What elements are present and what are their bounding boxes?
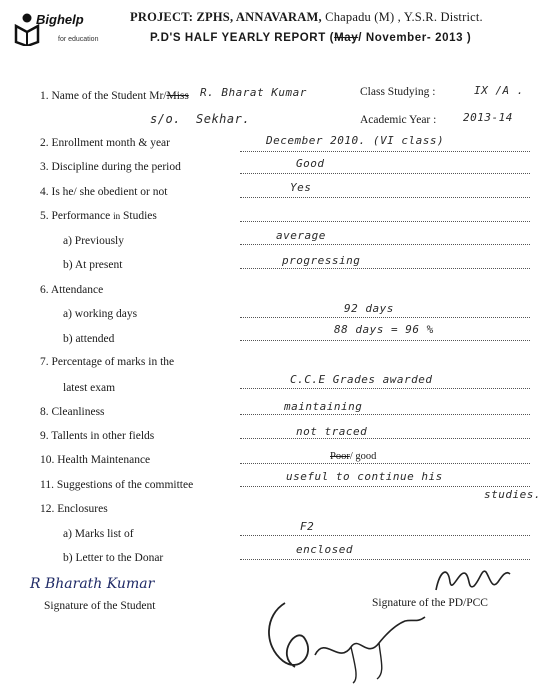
project-line-bold: PROJECT: ZPHS, ANNAVARAM,: [130, 10, 322, 24]
field-5a-label: a) Previously: [63, 235, 125, 247]
dotted-line: [240, 268, 530, 269]
field-7-value: C.C.E Grades awarded: [290, 373, 433, 386]
field-1-struck: Miss: [166, 90, 189, 102]
field-10-value-text: / good: [349, 451, 377, 462]
field-11-value-b: studies.: [484, 488, 541, 501]
dotted-line: [240, 197, 530, 198]
student-handwritten-signature: R Bharath Kumar: [30, 576, 155, 592]
field-10-label: 10. Health Maintenance: [40, 454, 151, 466]
field-3-label: 3. Discipline during the period: [40, 161, 181, 173]
dotted-line: [240, 244, 530, 245]
committee-signature-scribble: [255, 595, 435, 685]
field-5a-value: average: [276, 229, 326, 242]
field-5-label-c: Studies: [123, 210, 157, 222]
field-9-value: not traced: [296, 425, 368, 438]
field-5-label: [40, 210, 157, 222]
field-6b-label: b) attended: [63, 333, 115, 345]
father-name-value: Sekhar.: [196, 112, 251, 126]
field-8-value: maintaining: [284, 400, 363, 413]
field-6b-value: 88 days = 96 %: [334, 323, 434, 336]
field-5-label-a: 5. Performance: [40, 210, 111, 222]
academic-year-value: 2013-14: [463, 111, 513, 124]
dotted-line: [240, 463, 530, 464]
dotted-line: [240, 173, 530, 174]
dotted-line: [240, 414, 530, 415]
field-12-label: 12. Enclosures: [40, 503, 108, 515]
field-2-label: 2. Enrollment month & year: [40, 137, 170, 149]
academic-year-label: Academic Year :: [360, 114, 437, 126]
field-12b-value: enclosed: [296, 543, 353, 556]
field-11-label: 11. Suggestions of the committee: [40, 479, 194, 491]
class-studying-value: IX /A .: [474, 84, 524, 97]
field-5b-label: b) At present: [63, 259, 123, 271]
field-9-label: 9. Tallents in other fields: [40, 430, 155, 442]
field-2-value: December 2010. (VI class): [266, 134, 445, 147]
pd-signature-label: Signature of the PD/PCC: [372, 597, 488, 609]
field-7-label-a: 7. Percentage of marks in the: [40, 356, 175, 368]
field-7-label-b: latest exam: [63, 382, 116, 394]
dotted-line: [240, 151, 530, 152]
field-6a-label: a) working days: [63, 308, 138, 320]
field-1-label: [40, 90, 189, 102]
logo-tagline: for education: [58, 36, 99, 43]
dotted-line: [240, 486, 530, 487]
report-title: [150, 32, 471, 44]
so-label: s/o.: [150, 112, 181, 126]
field-5b-value: progressing: [282, 254, 361, 267]
field-11-value-a: useful to continue his: [286, 470, 443, 483]
report-suffix: / November- 2013 ): [358, 32, 472, 44]
project-line-rest: Chapadu (M) , Y.S.R. District.: [321, 10, 483, 24]
pd-signature-scribble: [430, 560, 520, 602]
field-1-label-text: 1. Name of the Student Mr/: [40, 90, 167, 102]
field-3-value: Good: [296, 157, 325, 170]
report-prefix: P.D'S HALF YEARLY REPORT (: [150, 32, 335, 44]
project-heading: [130, 10, 483, 25]
field-12b-label: b) Letter to the Donar: [63, 552, 164, 564]
student-signature-label: Signature of the Student: [44, 600, 156, 612]
field-10-value: [330, 451, 376, 462]
field-12a-label: a) Marks list of: [63, 528, 134, 540]
class-studying-label: Class Studying :: [360, 86, 436, 98]
report-struck-month: May: [334, 32, 359, 44]
field-12a-value: F2: [300, 520, 315, 533]
dotted-line: [240, 340, 530, 341]
field-4-value: Yes: [290, 181, 312, 194]
field-4-label: 4. Is he/ she obedient or not: [40, 186, 168, 198]
dotted-line: [240, 221, 530, 222]
field-6a-value: 92 days: [344, 302, 394, 315]
student-name-value: R. Bharat Kumar: [200, 86, 307, 99]
field-10-struck-value: Poor: [330, 451, 350, 462]
logo-name: Bighelp: [36, 12, 84, 27]
field-8-label: 8. Cleanliness: [40, 406, 105, 418]
dotted-line: [240, 388, 530, 389]
dotted-line: [240, 535, 530, 536]
dotted-line: [240, 317, 530, 318]
dotted-line: [240, 438, 530, 439]
field-6-label: 6. Attendance: [40, 284, 104, 296]
field-5-label-b: in: [113, 211, 121, 221]
